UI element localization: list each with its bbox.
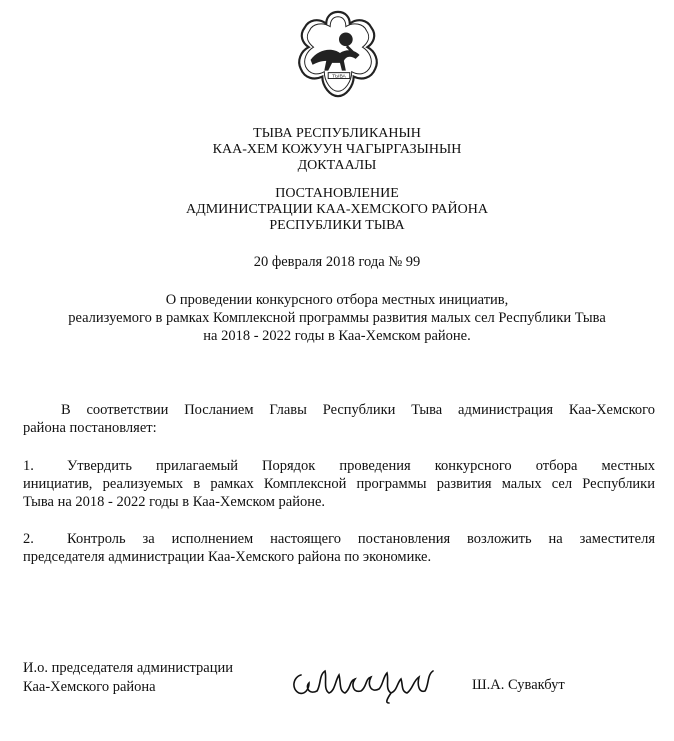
title-line: реализуемого в рамках Комплексной программы развития малых сел Республики Тыва bbox=[68, 310, 606, 326]
heading-tuvan bbox=[0, 126, 674, 174]
item-1-line: Тыва на 2018 - 2022 годы в Каа-Хемском районе. bbox=[23, 494, 326, 510]
heading-tuvan-line: ДОКТААЛЫ bbox=[297, 158, 377, 173]
item-2-number: 2. bbox=[23, 531, 34, 547]
title-line: О проведении конкурсного отбора местных инициатив, bbox=[165, 292, 509, 308]
signatory-position-line: Каа-Хемского района bbox=[23, 679, 156, 695]
signatory-name: Ш.А. Сувакбут bbox=[472, 677, 565, 693]
signatory-position bbox=[23, 659, 233, 697]
preamble-paragraph bbox=[23, 401, 655, 437]
title-line: на 2018 - 2022 годы в Каа-Хемском районе. bbox=[203, 328, 471, 344]
heading-russian-line: РЕСПУБЛИКИ ТЫВА bbox=[269, 218, 405, 233]
heading-russian-line: АДМИНИСТРАЦИИ КАА-ХЕМСКОГО РАЙОНА bbox=[186, 202, 488, 217]
item-2-line: председателя администрации Каа-Хемского района по экономике. bbox=[23, 549, 432, 565]
document-title bbox=[0, 291, 674, 345]
item-2-paragraph bbox=[23, 530, 655, 566]
heading-tuvan-line: КАА-ХЕМ КОЖУУН ЧАГЫРГАЗЫНЫН bbox=[212, 142, 462, 157]
heading-russian-line: ПОСТАНОВЛЕНИЕ bbox=[275, 186, 399, 201]
preamble-line: района постановляет: bbox=[23, 420, 157, 436]
tuva-emblem-icon bbox=[289, 6, 387, 104]
item-2-line: Контроль за исполнением настоящего постановления возложить на заместителя bbox=[67, 531, 655, 547]
item-1-paragraph bbox=[23, 457, 655, 511]
signatory-position-line: И.о. председателя администрации bbox=[23, 660, 234, 676]
heading-tuvan-line: ТЫВА РЕСПУБЛИКАНЫН bbox=[253, 126, 421, 141]
document-date: 20 февраля 2018 года № 99 bbox=[253, 254, 421, 270]
item-1-line: Утвердить прилагаемый Порядок проведения конкурсного отбора местных bbox=[67, 458, 655, 474]
handwritten-signature bbox=[287, 655, 447, 705]
item-1-number: 1. bbox=[23, 458, 34, 474]
emblem-label: ТЫВА bbox=[332, 74, 346, 80]
item-1-line: инициатив, реализуемых в рамках Комплексной программы развития малых сел Республики bbox=[23, 476, 655, 492]
preamble-line: В соответствии Посланием Главы Республики Тыва администрация Каа-Хемского bbox=[61, 402, 655, 418]
heading-russian bbox=[0, 186, 674, 234]
